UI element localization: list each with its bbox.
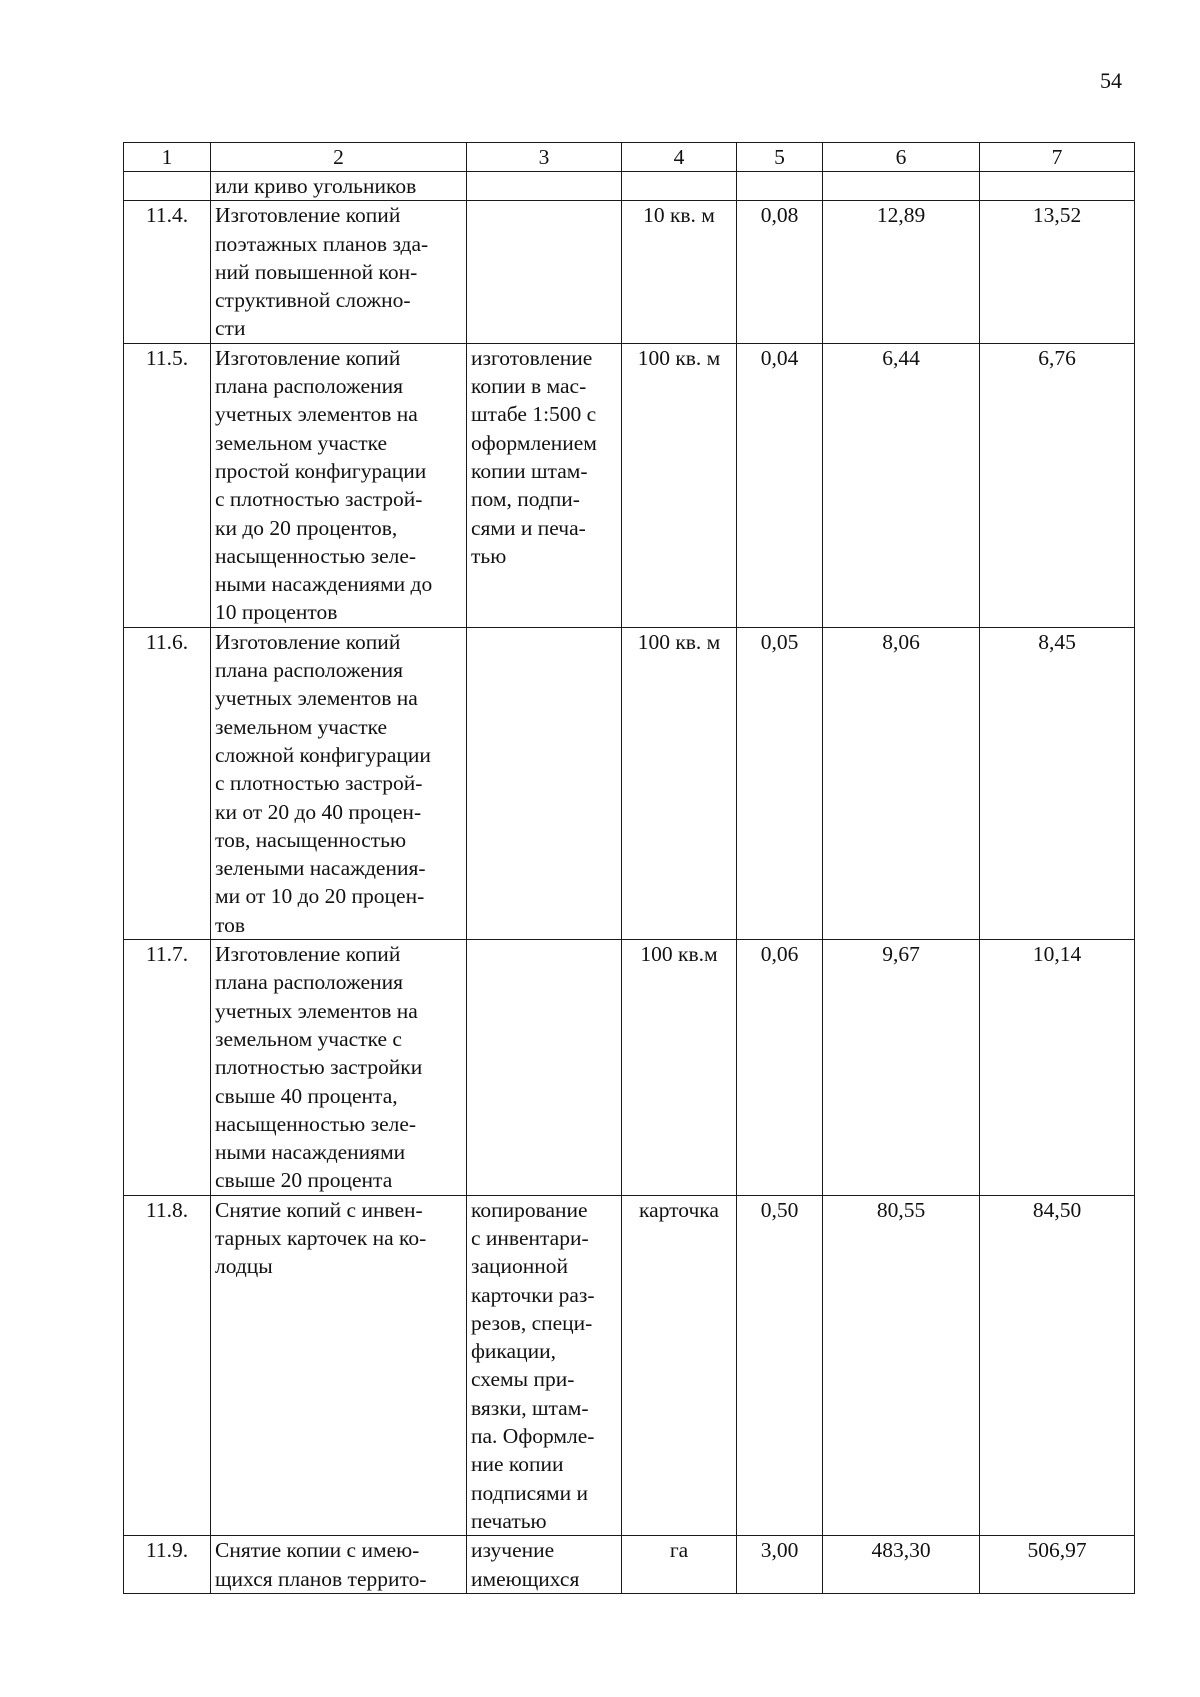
header-cell: 1 <box>124 143 211 172</box>
cell-name <box>211 172 467 201</box>
cell-note <box>467 940 622 1196</box>
cell-price: 80,55 <box>823 1195 980 1536</box>
cell-name <box>211 940 467 1196</box>
cell-price-vat: 8,45 <box>980 627 1135 939</box>
cell-unit: 100 кв. м <box>622 627 737 939</box>
cell-norm: 0,05 <box>737 627 823 939</box>
cell-norm: 0,04 <box>737 343 823 627</box>
table-row <box>124 1536 1135 1594</box>
page-number: 54 <box>1100 68 1122 93</box>
header-cell: 4 <box>622 143 737 172</box>
cell-name-text: Снятие копий с инвен- тарных карточек на ко- лодцы <box>215 1197 427 1279</box>
cell-note-text: изучение имеющихся <box>471 1538 580 1591</box>
header-cell: 3 <box>467 143 622 172</box>
continuation-row <box>124 172 1135 201</box>
cell-name-text: Снятие копии с имею- щихся планов террито- <box>215 1538 427 1591</box>
cell-note <box>467 201 622 343</box>
cell-num: 11.8. <box>124 1195 211 1536</box>
cell-name <box>211 627 467 939</box>
header-row <box>124 143 1135 172</box>
cell-num <box>124 172 211 201</box>
cell-norm: 3,00 <box>737 1536 823 1594</box>
cell-price: 8,06 <box>823 627 980 939</box>
cell-norm: 0,06 <box>737 940 823 1196</box>
tariff-table <box>123 142 1135 1594</box>
cell-price: 9,67 <box>823 940 980 1196</box>
cell-unit <box>622 172 737 201</box>
cell-note <box>467 627 622 939</box>
cell-price-vat: 6,76 <box>980 343 1135 627</box>
cell-name-text: Изготовление копий поэтажных планов зда- ний повышенной кон- структивной сложно- сти <box>215 203 429 341</box>
cell-num: 11.5. <box>124 343 211 627</box>
header-cell: 6 <box>823 143 980 172</box>
cell-note-text: копирование с инвентари- зационной карточки раз- резов, специ- фикации, схемы при- вязки, штам- па. Оформле- ние копии подписями и печатью <box>471 1197 595 1533</box>
cell-note <box>467 172 622 201</box>
cell-price-vat: 506,97 <box>980 1536 1135 1594</box>
cell-price-vat <box>980 172 1135 201</box>
cell-name-text: или криво угольников <box>215 174 417 198</box>
cell-price <box>823 172 980 201</box>
table-row <box>124 1195 1135 1536</box>
cell-name <box>211 201 467 343</box>
cell-price: 6,44 <box>823 343 980 627</box>
cell-num: 11.7. <box>124 940 211 1196</box>
cell-norm: 0,50 <box>737 1195 823 1536</box>
table-row <box>124 940 1135 1196</box>
cell-note <box>467 343 622 627</box>
cell-num: 11.9. <box>124 1536 211 1594</box>
cell-name <box>211 1195 467 1536</box>
cell-price: 12,89 <box>823 201 980 343</box>
cell-name-text: Изготовление копий плана расположения учетных элементов на земельном участке сложной конфигурации с плотностью застрой- ки от 20 до 40 процен- тов, насыщенностью зелеными насаждения- ми от 10 до 20 процен- тов <box>215 629 431 937</box>
cell-unit: 10 кв. м <box>622 201 737 343</box>
header-cell: 7 <box>980 143 1135 172</box>
cell-name <box>211 343 467 627</box>
cell-price-vat: 13,52 <box>980 201 1135 343</box>
cell-norm <box>737 172 823 201</box>
cell-note-text: изготовление копии в мас- штабе 1:500 с оформлением копии штам- пом, подпи- сями и печа- тью <box>471 345 597 568</box>
table-row <box>124 627 1135 939</box>
header-cell: 5 <box>737 143 823 172</box>
cell-note <box>467 1195 622 1536</box>
cell-note <box>467 1536 622 1594</box>
cell-unit: 100 кв.м <box>622 940 737 1196</box>
cell-price-vat: 84,50 <box>980 1195 1135 1536</box>
cell-unit: 100 кв. м <box>622 343 737 627</box>
cell-price: 483,30 <box>823 1536 980 1594</box>
cell-num: 11.4. <box>124 201 211 343</box>
table-row <box>124 343 1135 627</box>
cell-name-text: Изготовление копий плана расположения учетных элементов на земельном участке простой конфигурации с плотностью застрой- ки до 20 процентов, насыщенностью зеле- ными насаждениями до 10 процентов <box>215 345 433 625</box>
cell-name <box>211 1536 467 1594</box>
cell-num: 11.6. <box>124 627 211 939</box>
cell-price-vat: 10,14 <box>980 940 1135 1196</box>
cell-norm: 0,08 <box>737 201 823 343</box>
cell-unit: карточка <box>622 1195 737 1536</box>
header-cell: 2 <box>211 143 467 172</box>
table-row <box>124 201 1135 343</box>
cell-unit: га <box>622 1536 737 1594</box>
cell-name-text: Изготовление копий плана расположения учетных элементов на земельном участке с плотностью застройки свыше 40 процента, насыщенностью зеле- ными насаждениями свыше 20 процента <box>215 942 423 1193</box>
